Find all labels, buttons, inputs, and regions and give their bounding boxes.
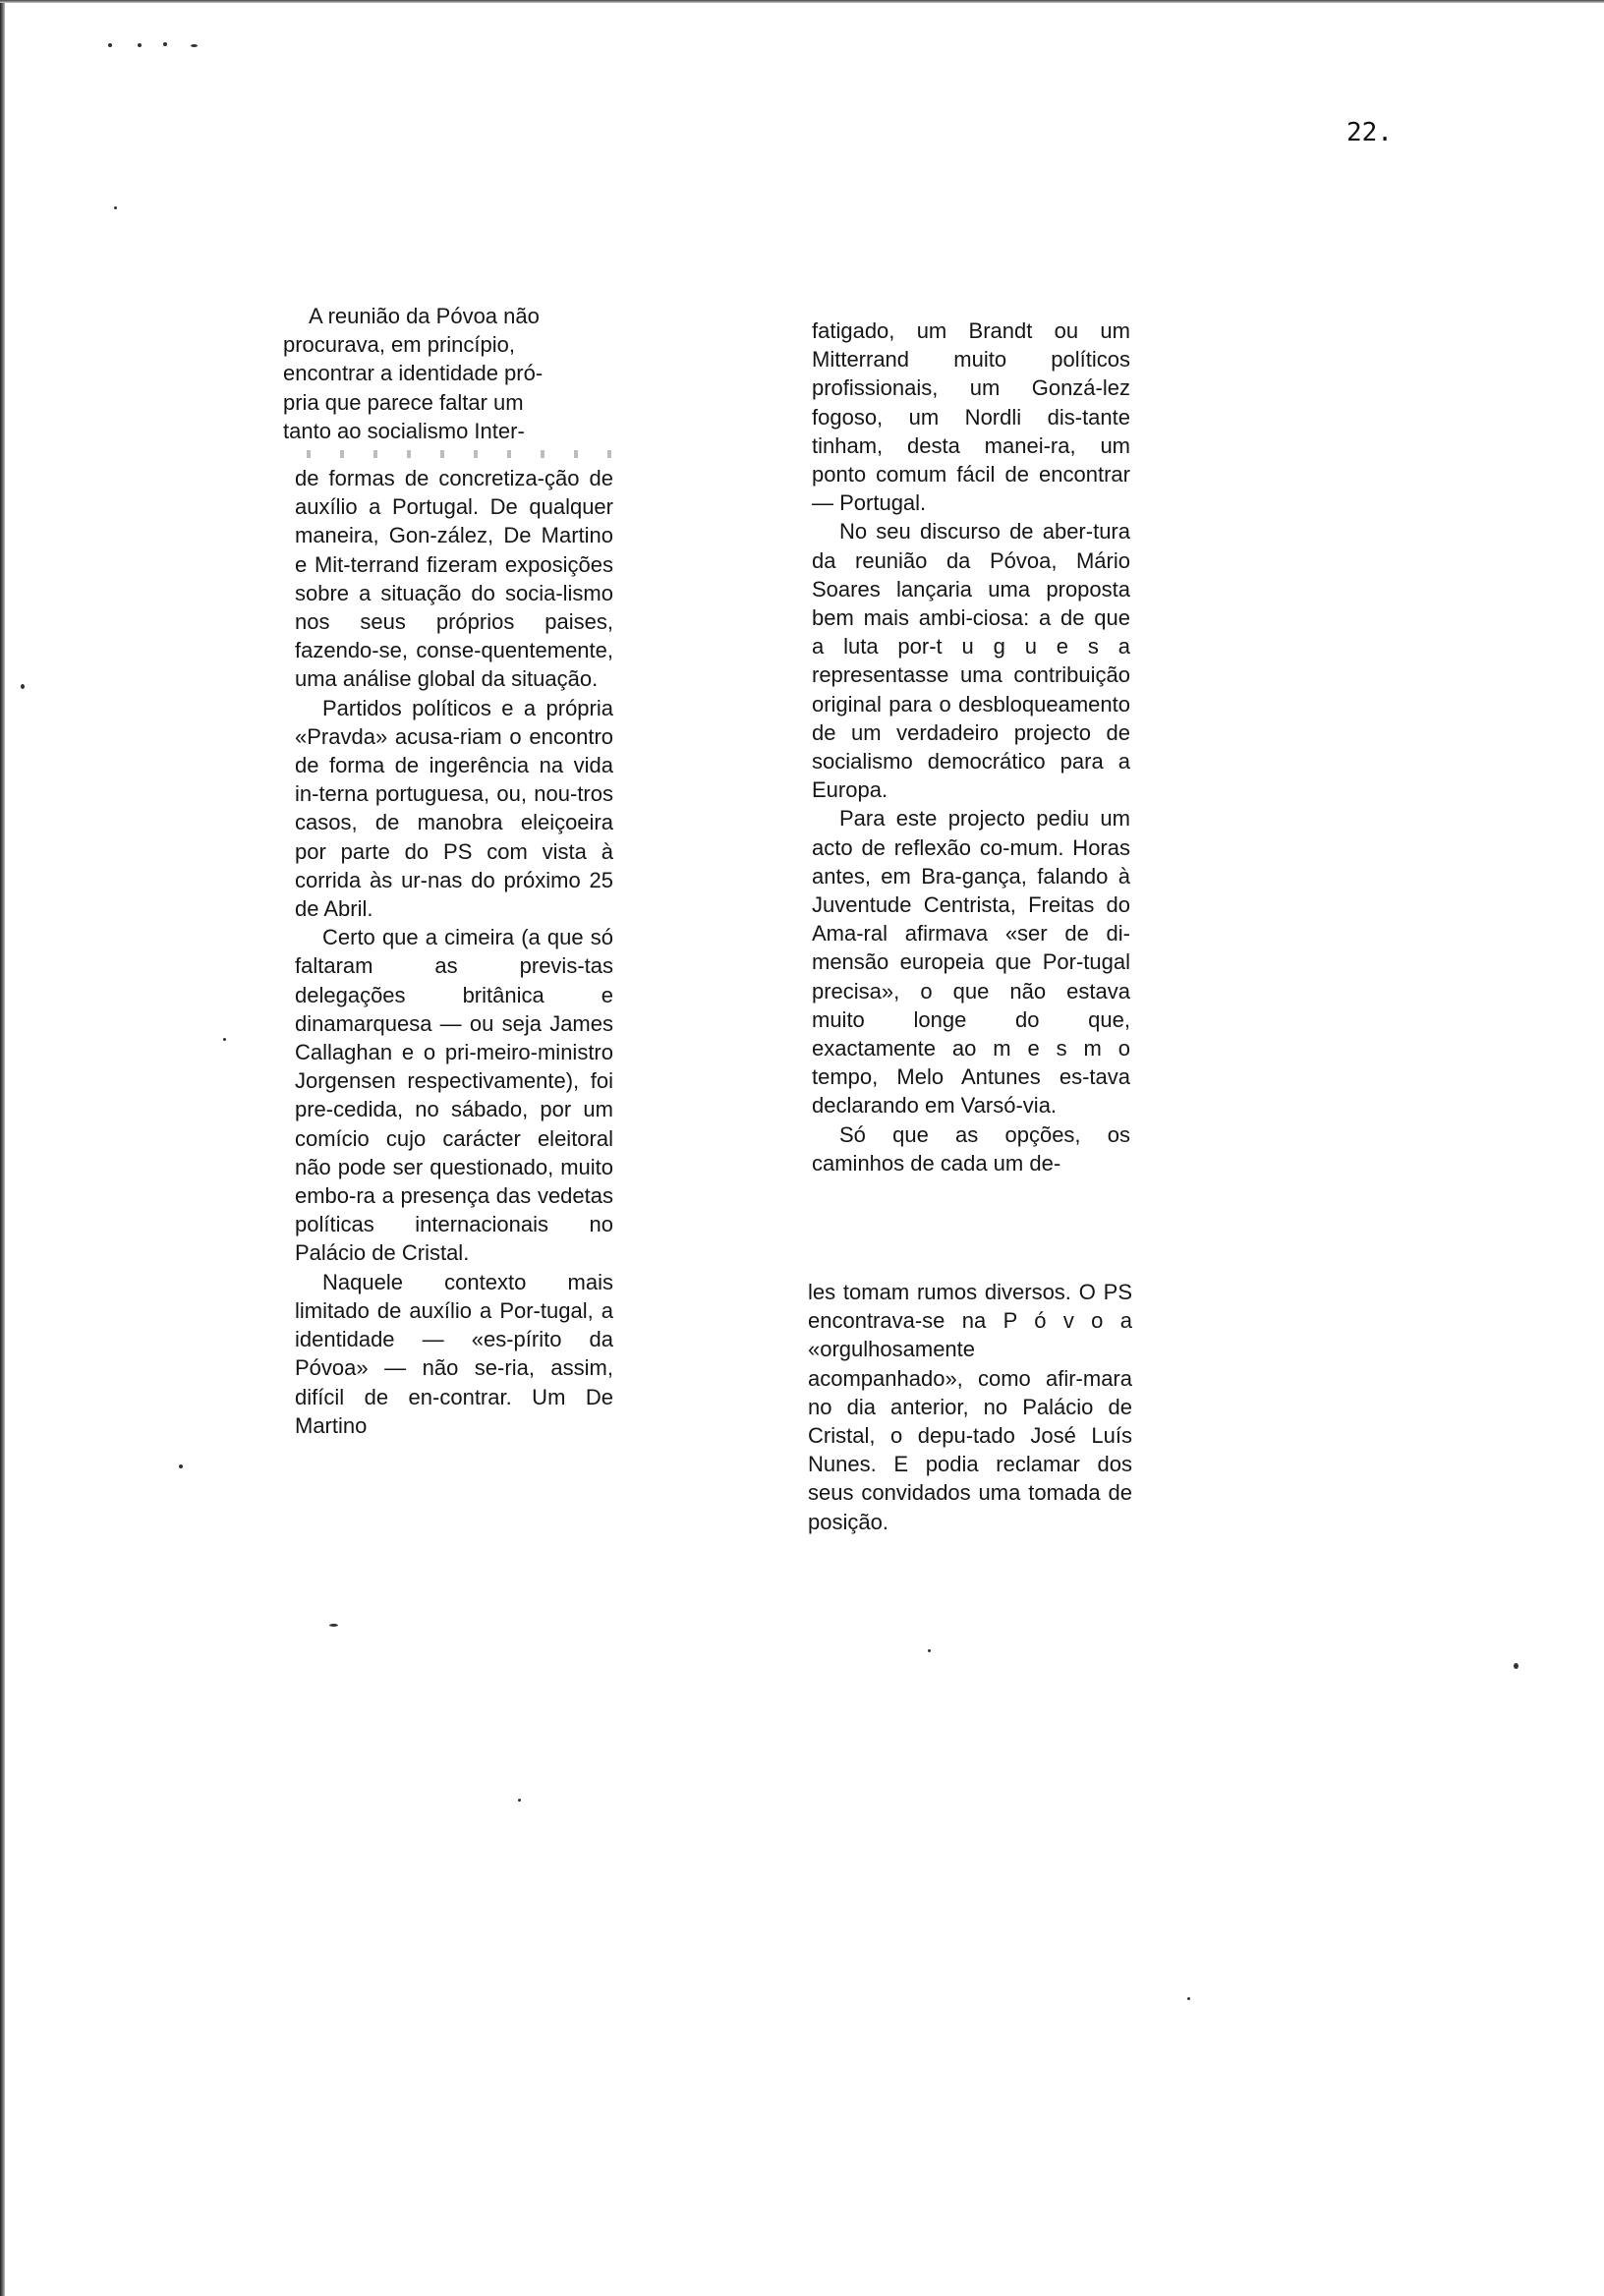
paragraph: Naquele contexto mais limitado de auxílio a Por-tugal, a identidade — «es-pírito da Póvoa» — não se-ria, assim, difícil de en-contrar. Um De Martino — [295, 1269, 613, 1438]
text-line: encontrar a identidade pró- — [283, 361, 544, 386]
text-line: A reunião da Póvoa não — [309, 304, 540, 328]
paragraph: Só que as opções, os caminhos de cada um de- — [812, 1121, 1130, 1176]
page-number: 22. — [1346, 118, 1393, 147]
scan-speck — [179, 1464, 183, 1468]
scan-speck — [114, 206, 117, 209]
text-line: pria que parece faltar um — [283, 389, 524, 415]
scan-speck — [163, 42, 167, 46]
paragraph: fatigado, um Brandt ou um Mitterrand muito políticos profissionais, um Gonzá-lez fogoso, um Nordli dis-tante tinham, desta manei-ra, um ponto comum fácil de encontrar — Portugal. — [812, 318, 1130, 516]
scan-speck — [1187, 1997, 1190, 2000]
scan-left-edge — [0, 0, 5, 2296]
paragraph: Certo que a cimeira (a que só faltaram as previs-tas delegações britânica e dinamarquesa — ou seja James Callaghan e o pri-meiro-ministro Jorgensen respectivamente), foi pre-cedida, no sábado, por um comício cujo carácter eleitoral não pode ser questionado, muito embo-ra a presença das vedetas políticas internacionais no Palácio de Cristal. — [295, 925, 613, 1266]
paragraph: les tomam rumos diversos. O PS encontrava-se na P ó v o a «orgulhosamente acompanhado», como afir-mara no dia anterior, no Palácio de Cristal, o depu-tado José Luís Nunes. E podia reclamar dos seus convidados uma tomada de posição. — [808, 1280, 1132, 1534]
scan-speck — [1514, 1663, 1518, 1669]
column-1-body — [295, 464, 613, 1440]
paragraph: Partidos políticos e a própria «Pravda» acusa-riam o encontro de forma de ingerência na vida in-terna portuguesa, ou, nou-tros casos, de manobra eleiçoeira por parte do PS com vista à corrida às ur-nas do próximo 25 de Abril. — [295, 695, 613, 922]
column-2-body — [812, 316, 1130, 1177]
paragraph: de formas de concretiza-ção de auxílio a Portugal. De qualquer maneira, Gon-zález, De Martino e Mit-terrand fizeram exposições sobre a situação do socia-lismo nos seus próprios paises, fazendo-se, conse-quentemente, uma análise global da situação. — [295, 466, 613, 692]
scan-speck — [21, 684, 25, 689]
column-1-top — [283, 302, 613, 445]
scan-speck — [928, 1649, 931, 1652]
scan-speck — [518, 1799, 521, 1802]
scan-speck — [138, 43, 142, 47]
scan-speck — [223, 1038, 226, 1041]
paragraph: Para este projecto pediu um acto de reflexão co-mum. Horas antes, em Bra-gança, falando à Juventude Centrista, Freitas do Ama-ral afirmava «ser de di-mensão europeia que Por-tugal precisa», o que não estava muito longe do que, exactamente ao m e s m o tempo, Melo Antunes es-tava declarando em Varsó-via. — [812, 806, 1130, 1119]
scan-speck — [329, 1624, 338, 1627]
paste-up-cut-line — [295, 450, 613, 458]
scan-speck — [191, 44, 198, 47]
text-line: tanto ao socialismo Inter- — [283, 418, 525, 443]
text-line: procurava, em princípio, — [283, 332, 515, 358]
column-2-continuation — [808, 1278, 1132, 1536]
scan-speck — [108, 43, 112, 47]
paragraph: No seu discurso de aber-tura da reunião da Póvoa, Mário Soares lançaria uma proposta bem mais ambi-ciosa: a de que a luta por-t u g u e s a representasse uma contribuição original para o desbloqueamento de um verdadeiro projecto de socialismo democrático para a Europa. — [812, 519, 1130, 803]
scan-top-edge — [0, 0, 1604, 3]
